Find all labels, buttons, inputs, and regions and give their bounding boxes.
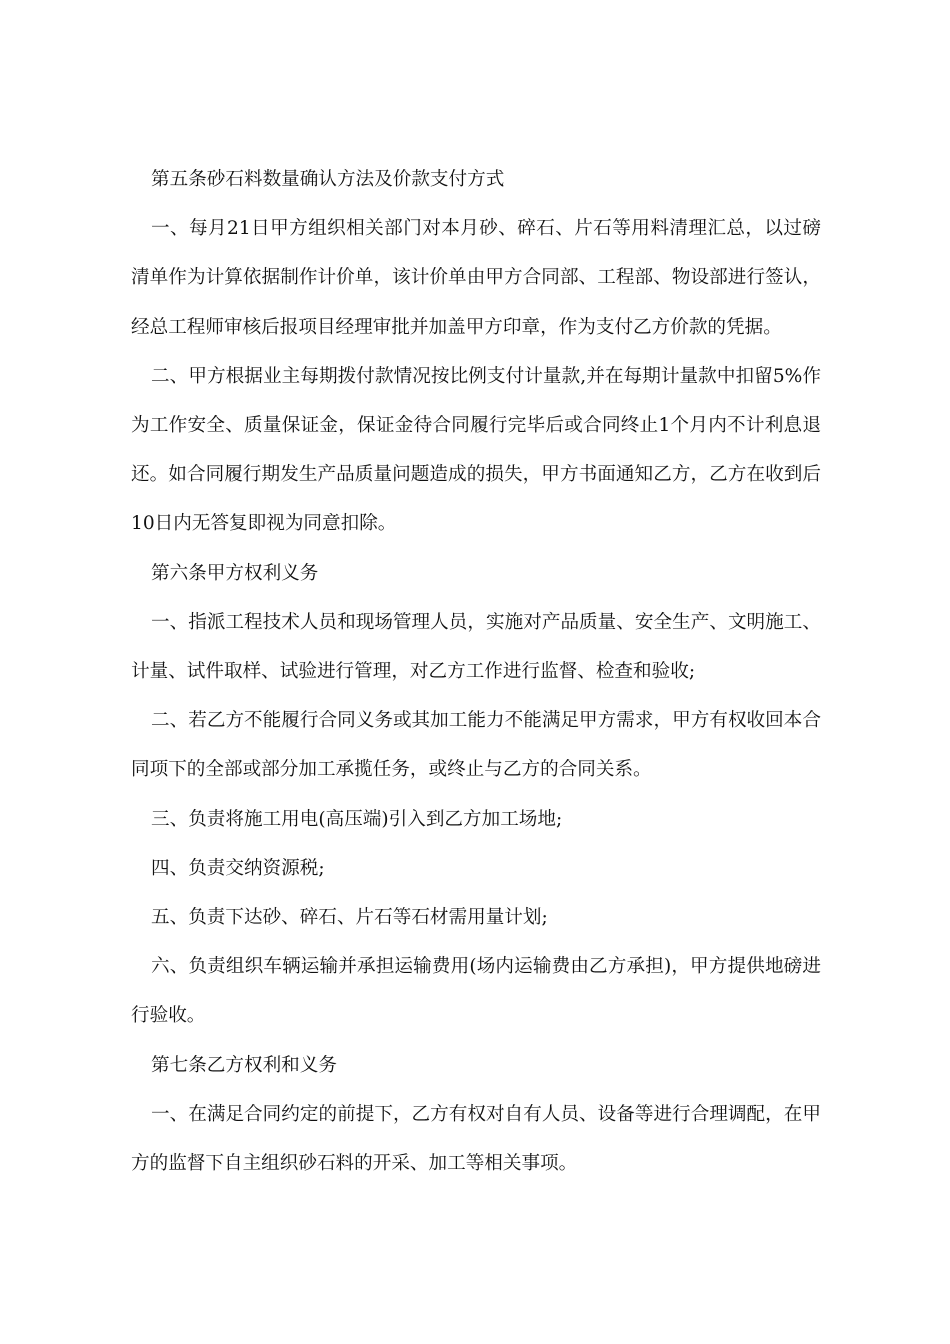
paragraph-6-4: 四、负责交纳资源税;: [151, 857, 325, 879]
section-heading-6: 第六条甲方权利义务: [151, 562, 319, 584]
document-body: [131, 155, 821, 1188]
paragraph-7-1: 一、在满足合同约定的前提下，乙方有权对自有人员、设备等进行合理调配，在甲方的监督下自主组织砂石料的开采、加工等相关事项。: [131, 1103, 821, 1175]
paragraph-6-5: 五、负责下达砂、碎石、片石等石材需用量计划;: [151, 907, 548, 929]
paragraph-6-1: 一、指派工程技术人员和现场管理人员，实施对产品质量、安全生产、文明施工、计量、试件取样、试验进行管理，对乙方工作进行监督、检查和验收;: [131, 611, 821, 683]
section-heading-7: 第七条乙方权利和义务: [151, 1054, 337, 1076]
paragraph-5-2: 二、甲方根据业主每期拨付款情况按比例支付计量款,并在每期计量款中扣留5%作为工作安全、质量保证金，保证金待合同履行完毕后或合同终止1个月内不计利息退还。如合同履行期发生产品质量问题造成的损失，甲方书面通知乙方，乙方在收到后10日内无答复即视为同意扣除。: [131, 365, 821, 535]
paragraph-6-2: 二、若乙方不能履行合同义务或其加工能力不能满足甲方需求，甲方有权收回本合同项下的全部或部分加工承揽任务，或终止与乙方的合同关系。: [131, 710, 821, 781]
paragraph-6-3: 三、负责将施工用电(高压端)引入到乙方加工场地;: [151, 808, 563, 830]
section-heading-5: 第五条砂石料数量确认方法及价款支付方式: [151, 169, 505, 190]
paragraph-5-1: 一、每月21日甲方组织相关部门对本月砂、碎石、片石等用料清理汇总，以过磅清单作为计算依据制作计价单，该计价单由甲方合同部、工程部、物设部进行签认，经总工程师审核后报项目经理审批并加盖甲方印章，作为支付乙方价款的凭据。: [131, 218, 821, 338]
paragraph-6-6: 六、负责组织车辆运输并承担运输费用(场内运输费由乙方承担)，甲方提供地磅进行验收。: [131, 956, 821, 1027]
